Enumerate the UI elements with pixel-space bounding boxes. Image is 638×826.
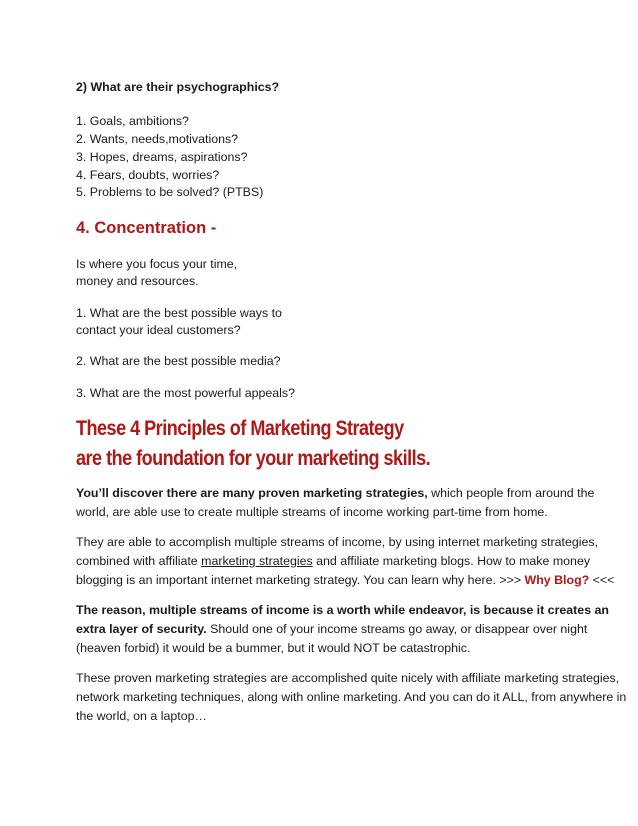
paragraph-1-line1	[76, 484, 594, 503]
principles-heading-line2: are the foundation for your marketing skills.	[76, 447, 431, 470]
list-item: 4. Fears, doubts, worries?	[76, 168, 220, 182]
why-blog-link[interactable]: Why Blog?	[524, 573, 590, 587]
paragraph-2-text: <<<	[589, 573, 615, 587]
paragraph-4-line3: the world, on a laptop…	[76, 709, 207, 723]
paragraph-3-text: Should one of your income streams go away, or disappear over night	[206, 622, 588, 636]
paragraph-3-line3: (heaven forbid) it would be a bummer, but it would NOT be catastrophic.	[76, 641, 471, 655]
paragraph-2-text: and affiliate marketing blogs. How to make money	[312, 554, 591, 568]
paragraph-4-line1: These proven marketing strategies are accomplished quite nicely with affiliate marketing strategies,	[76, 671, 620, 685]
paragraph-4-line2: network marketing techniques, along with online marketing. And you can do it ALL, from anywhere in	[76, 690, 627, 704]
principles-heading-line1: These 4 Principles of Marketing Strategy	[76, 417, 404, 440]
paragraph-2-line3	[76, 571, 614, 590]
paragraph-2-text: blogging is an important internet marketing strategy. You can learn why here. >>>	[76, 573, 525, 587]
concentration-heading: 4. Concentration -	[76, 219, 217, 237]
list-item: 2. Wants, needs,motivations?	[76, 132, 239, 146]
paragraph-3-bold: extra layer of security.	[76, 622, 207, 636]
paragraph-2-line1: They are able to accomplish multiple streams of income, by using internet marketing strategies,	[76, 535, 599, 549]
paragraph-1-line2: world, are able use to create multiple streams of income working part-time from home.	[76, 505, 548, 519]
concentration-question-1-line1: 1. What are the best possible ways to	[76, 306, 282, 320]
list-item: 1. Goals, ambitions?	[76, 114, 189, 128]
paragraph-2-text: combined with affiliate	[76, 554, 202, 568]
psychographics-heading: 2) What are their psychographics?	[76, 80, 280, 94]
paragraph-1-bold: You’ll discover there are many proven marketing strategies,	[76, 486, 428, 500]
paragraph-1-rest: which people from around the	[427, 486, 595, 500]
paragraph-2-line2	[76, 552, 590, 571]
concentration-intro-line2: money and resources.	[76, 274, 199, 288]
paragraph-3-line2	[76, 620, 587, 639]
concentration-question-2: 2. What are the best possible media?	[76, 354, 281, 368]
concentration-intro-line1: Is where you focus your time,	[76, 257, 238, 271]
concentration-question-1-line2: contact your ideal customers?	[76, 323, 241, 337]
list-item: 3. Hopes, dreams, aspirations?	[76, 150, 248, 164]
paragraph-3-line1: The reason, multiple streams of income is a worth while endeavor, is because it creates an	[76, 603, 609, 617]
concentration-question-3: 3. What are the most powerful appeals?	[76, 386, 296, 400]
list-item: 5. Problems to be solved? (PTBS)	[76, 185, 264, 199]
marketing-strategies-link[interactable]: marketing strategies	[201, 554, 313, 568]
